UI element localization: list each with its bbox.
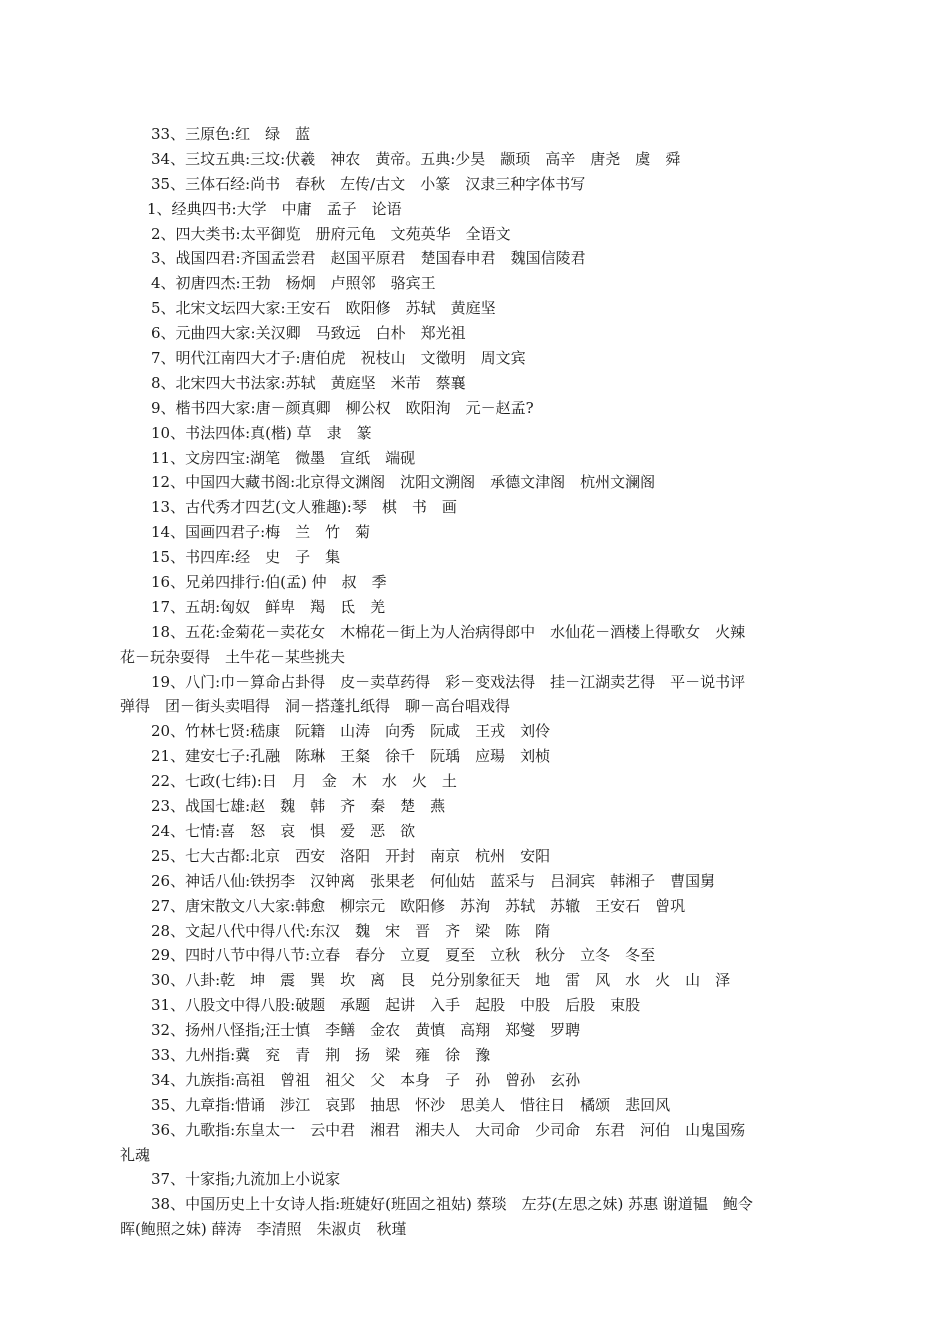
text-line: 14、国画四君子:梅 兰 竹 菊 — [151, 523, 371, 542]
text-line: 7、明代江南四大才子:唐伯虎 祝枝山 文徵明 周文宾 — [151, 349, 526, 368]
text-line: 13、古代秀才四艺(文人雅趣):琴 棋 书 画 — [151, 498, 457, 517]
text-line: 20、竹林七贤:嵇康 阮籍 山涛 向秀 阮咸 王戎 刘伶 — [151, 722, 551, 741]
text-line: 29、四时八节中得八节:立春 春分 立夏 夏至 立秋 秋分 立冬 冬至 — [151, 946, 656, 965]
text-line: 1、经典四书:大学 中庸 孟子 论语 — [147, 199, 402, 218]
text-line: 36、九歌指:东皇太一 云中君 湘君 湘夫人 大司命 少司命 东君 河伯 山鬼国殇 — [151, 1120, 746, 1139]
text-line: 22、七政(七纬):日 月 金 木 水 火 土 — [151, 772, 457, 791]
text-line: 5、北宋文坛四大家:王安石 欧阳修 苏轼 黄庭坚 — [151, 299, 496, 318]
text-line: 2、四大类书:太平御览 册府元龟 文苑英华 全语文 — [151, 224, 511, 243]
text-line: 38、中国历史上十女诗人指:班婕好(班固之祖姑) 蔡琰 左芬(左思之妹) 苏惠 谢道韫 鲍令 — [151, 1195, 753, 1214]
text-line: 花－玩杂耍得 土牛花－某些挑夫 — [120, 647, 346, 666]
text-line: 21、建安七子:孔融 陈琳 王粲 徐千 阮瑀 应瑒 刘桢 — [151, 747, 551, 766]
text-line: 24、七情:喜 怒 哀 惧 爱 恶 欲 — [151, 821, 416, 840]
text-line: 23、战国七雄:赵 魏 韩 齐 秦 楚 燕 — [151, 797, 446, 816]
text-line: 31、八股文中得八股:破题 承题 起讲 入手 起股 中股 后股 束股 — [151, 996, 641, 1015]
text-line: 4、初唐四杰:王勃 杨炯 卢照邻 骆宾王 — [151, 274, 436, 293]
text-line: 25、七大古都:北京 西安 洛阳 开封 南京 杭州 安阳 — [151, 846, 551, 865]
document-text-body — [120, 122, 832, 1242]
text-line: 26、神话八仙:铁拐李 汉钟离 张果老 何仙姑 蓝采与 吕洞宾 韩湘子 曹国舅 — [151, 871, 716, 890]
text-line: 32、扬州八怪指;汪士慎 李鳝 金农 黄慎 高翔 郑燮 罗聘 — [151, 1021, 581, 1040]
text-line: 27、唐宋散文八大家:韩愈 柳宗元 欧阳修 苏洵 苏轼 苏辙 王安石 曾巩 — [151, 896, 686, 915]
text-line: 37、十家指;九流加上小说家 — [151, 1170, 341, 1189]
text-line: 3、战国四君:齐国孟尝君 赵国平原君 楚国春申君 魏国信陵君 — [151, 249, 586, 268]
text-line: 18、五花:金菊花－卖花女 木棉花－街上为人治病得郎中 水仙花－酒楼上得歌女 火辣 — [151, 622, 746, 641]
text-line: 28、文起八代中得八代:东汉 魏 宋 晋 齐 梁 陈 隋 — [151, 921, 551, 940]
text-line: 34、九族指:高祖 曾祖 祖父 父 本身 子 孙 曾孙 玄孙 — [151, 1070, 581, 1089]
text-line: 11、文房四宝:湖笔 微墨 宣纸 端砚 — [151, 448, 416, 467]
text-line: 35、三体石经:尚书 春秋 左传/古文 小篆 汉隶三种字体书写 — [151, 174, 586, 193]
text-line: 35、九章指:惜诵 涉江 哀郢 抽思 怀沙 思美人 惜往日 橘颂 悲回风 — [151, 1095, 671, 1114]
text-line: 15、书四库:经 史 子 集 — [151, 548, 341, 567]
text-line: 33、九州指:冀 兖 青 荆 扬 梁 雍 徐 豫 — [151, 1045, 491, 1064]
text-line: 19、八门:巾－算命占卦得 皮－卖草药得 彩－变戏法得 挂－江湖卖艺得 平－说书评 — [151, 672, 746, 691]
text-line: 34、三坟五典:三坟:伏羲 神农 黄帝。五典:少昊 颛顼 高辛 唐尧 虞 舜 — [151, 149, 681, 168]
text-line: 9、楷书四大家:唐－颜真卿 柳公权 欧阳洵 元－赵孟? — [151, 398, 534, 417]
text-line: 30、八卦:乾 坤 震 巽 坎 离 艮 兑分别象征天 地 雷 风 水 火 山 泽 — [151, 971, 731, 990]
text-line: 弹得 团－街头卖唱得 洞－搭蓬扎纸得 聊－高台唱戏得 — [120, 697, 511, 716]
text-line: 6、元曲四大家:关汉卿 马致远 白朴 郑光祖 — [151, 324, 466, 343]
text-line: 12、中国四大藏书阁:北京得文渊阁 沈阳文溯阁 承德文津阁 杭州文澜阁 — [151, 473, 656, 492]
text-line: 33、三原色:红 绿 蓝 — [151, 125, 311, 143]
text-line: 晖(鲍照之妹) 薛涛 李清照 朱淑贞 秋瑾 — [120, 1220, 407, 1239]
text-line: 8、北宋四大书法家:苏轼 黄庭坚 米芾 蔡襄 — [151, 373, 466, 392]
text-line: 16、兄弟四排行:伯(孟) 仲 叔 季 — [151, 573, 387, 592]
text-line: 10、书法四体:真(楷) 草 隶 篆 — [151, 423, 372, 442]
text-line: 礼魂 — [120, 1145, 151, 1164]
text-line: 17、五胡:匈奴 鲜卑 羯 氐 羌 — [151, 597, 386, 616]
